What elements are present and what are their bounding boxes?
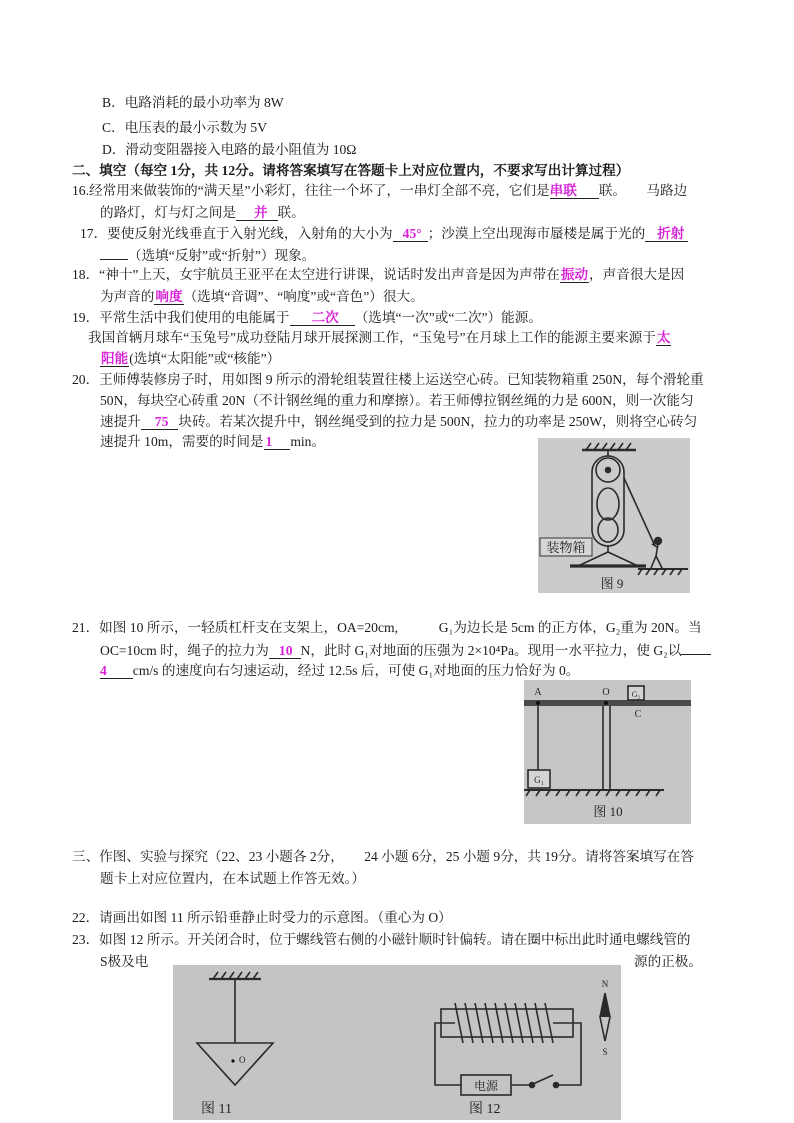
q20-text-3: 速提升 10m，需要的时间是 bbox=[100, 434, 264, 449]
fixed-pulley-axle bbox=[606, 468, 611, 473]
q19b-text-2: (选填“太阳能”或“核能”） bbox=[129, 351, 281, 366]
q16-line1 bbox=[72, 182, 687, 200]
q17-answer-1: 45° bbox=[393, 226, 428, 242]
label-c: C bbox=[634, 709, 642, 720]
q19b-text-1: 我国首辆月球车“玉兔号”成功登陆月球开展探测工作，“玉兔号”在月球上工作的能源主要来源于 bbox=[88, 330, 656, 345]
q22-line: 22．请画出如图 11 所示铅垂静止时受力的示意图。（重心为 O） bbox=[72, 910, 452, 925]
q19-answer: 二次 bbox=[290, 310, 355, 326]
switch-contact bbox=[554, 1083, 559, 1088]
center-of-gravity-dot bbox=[231, 1059, 234, 1062]
power-source-label: 电源 bbox=[473, 1079, 499, 1093]
q16-text-2: 联。 马路边 bbox=[598, 183, 688, 198]
q21-line2 bbox=[100, 641, 711, 659]
q20-text-2: 块砖。若某次提升中，钢丝绳受到的拉力是 500N，拉力的功率是 250W，则将空心砖匀 bbox=[178, 414, 698, 429]
q18-line1 bbox=[72, 266, 684, 284]
figure-10-lever bbox=[524, 680, 691, 824]
q23-line1: 23．如图 12 所示。开关闭合时，位于螺线管右侧的小磁针顺时针偏转。请在圈中标出此时通电螺线管的 bbox=[72, 932, 691, 947]
figure-9-pulley bbox=[538, 438, 690, 593]
figure-10-caption: 图 10 bbox=[593, 804, 623, 819]
figure-11-caption: 图 11 bbox=[201, 1102, 232, 1117]
label-g2: G₂ bbox=[631, 690, 641, 699]
box-label: 装物箱 bbox=[546, 540, 586, 555]
q18-line2 bbox=[100, 288, 424, 306]
point-a-dot bbox=[536, 701, 540, 705]
q18-text-2: ，声音很大是因 bbox=[589, 267, 685, 282]
q21-answer-1: 10 bbox=[269, 643, 301, 659]
q19b-answer-part1: 太 bbox=[656, 330, 671, 345]
q16-text-3: 的路灯，灯与灯之间是 bbox=[100, 205, 236, 220]
q20-line4 bbox=[100, 433, 325, 451]
q19b-answer-part2: 阳能 bbox=[101, 351, 129, 366]
q18-answer-1: 振动 bbox=[560, 267, 589, 282]
q20-text-1: 速提升 bbox=[100, 414, 141, 429]
point-o-dot bbox=[604, 701, 608, 705]
section2-heading: 二、填空（每空 1分，共 12分。请将答案填写在答题卡上对应位置内，不要求写出计算过程） bbox=[72, 163, 630, 178]
q21-text-3: cm/s 的速度向右匀速运动，经过 12.5s 后，可使 G₁对地面的压力恰好为 0。 bbox=[132, 663, 580, 678]
q23-line2-right: 源的正极。 bbox=[634, 954, 702, 969]
label-g1: G₁ bbox=[534, 775, 544, 785]
needle-north-label: N bbox=[601, 979, 609, 989]
q18-answer-2: 响度 bbox=[155, 289, 183, 304]
q17-text-3: （选填“反射”或“折射”）现象。 bbox=[128, 248, 316, 263]
q19-text-2: （选填“一次”或“二次”）能源。 bbox=[354, 310, 542, 325]
q19b-line1 bbox=[88, 329, 671, 347]
q16-text-4: 联。 bbox=[277, 205, 305, 220]
q23-line2-left: S极及电 bbox=[100, 954, 149, 969]
q19-line bbox=[72, 309, 542, 327]
q21-answer-blank bbox=[681, 641, 711, 655]
figure-12-caption: 图 12 bbox=[469, 1102, 501, 1117]
label-a: A bbox=[534, 687, 542, 698]
q21-line1: 21．如图 10 所示，一轻质杠杆支在支架上，OA=20cm, G₁为边长是 5cm 的正方体，G₂重为 20N。当 bbox=[72, 620, 702, 635]
option-d: D．滑动变阻器接入电路的最小阻值为 10Ω bbox=[102, 142, 357, 157]
q21-text-1: OC=10cm 时，绳子的拉力为 bbox=[100, 643, 269, 658]
q18-text-1: 18．“神十”上天，女宇航员王亚平在太空进行讲课，说话时发出声音是因为声带在 bbox=[72, 267, 560, 282]
q17-answer-2: 折射 bbox=[645, 226, 688, 242]
q21-answer-2: 4 bbox=[100, 663, 133, 679]
figure-11-12 bbox=[173, 965, 621, 1120]
center-of-gravity-label: O bbox=[239, 1055, 246, 1065]
q16-line2 bbox=[100, 204, 305, 222]
option-c: C．电压表的最小示数为 5V bbox=[102, 120, 268, 135]
q20-line1: 20．王师傅装修房子时，用如图 9 所示的滑轮组装置往楼上运送空心砖。已知装物箱重 250N，每个滑轮重 bbox=[72, 372, 704, 387]
q17-answer-blank bbox=[100, 246, 128, 260]
section3-line1: 三、作图、实验与探究（22、23 小题各 2分， 24 小题 6分，25 小题 9分，共 19分。请将答案填写在答 bbox=[72, 849, 694, 864]
q17-line2 bbox=[100, 246, 315, 264]
q20-answer-2: 1 bbox=[264, 434, 291, 450]
q17-text-1: 17．要使反射光线垂直于入射光线，入射角的大小为 bbox=[80, 226, 393, 241]
needle-south-label: S bbox=[602, 1047, 608, 1057]
q19b-line2 bbox=[100, 350, 280, 368]
q16-text-1: 16.经常用来做装饰的“满天星”小彩灯，往往一个坏了，一串灯全部不亮，它们是 bbox=[72, 183, 550, 198]
q20-answer-1: 75 bbox=[141, 414, 179, 430]
q18-text-4: （选填“音调”、“响度”或“音色”）很大。 bbox=[183, 289, 424, 304]
section3-line2: 题卡上对应位置内，在本试题上作答无效。） bbox=[100, 871, 366, 886]
q20-text-4: min。 bbox=[290, 434, 326, 449]
q19-text-1: 19．平常生活中我们使用的电能属于 bbox=[72, 310, 290, 325]
q20-line2: 50N，每块空心砖重 20N（不计钢丝绳的重力和摩擦）。若王师傅拉钢丝绳的力是 600N，则一次能匀 bbox=[100, 393, 694, 408]
q20-line3 bbox=[100, 413, 697, 431]
label-o: O bbox=[602, 687, 610, 698]
q21-text-2: N，此时 G₁对地面的压强为 2×10⁴Pa。现用一水平拉力，使 G₂以 bbox=[300, 643, 682, 658]
q17-text-2: ；沙漠上空出现海市蜃楼是属于光的 bbox=[427, 226, 646, 241]
q16-answer-1: 串联 bbox=[550, 183, 599, 199]
q17-line1 bbox=[80, 225, 688, 243]
figure-9-caption: 图 9 bbox=[600, 576, 624, 591]
option-b: B．电路消耗的最小功率为 8W bbox=[102, 95, 284, 110]
q16-answer-2: 并 bbox=[236, 205, 278, 221]
q21-line3 bbox=[100, 662, 579, 680]
q18-text-3: 为声音的 bbox=[100, 289, 155, 304]
